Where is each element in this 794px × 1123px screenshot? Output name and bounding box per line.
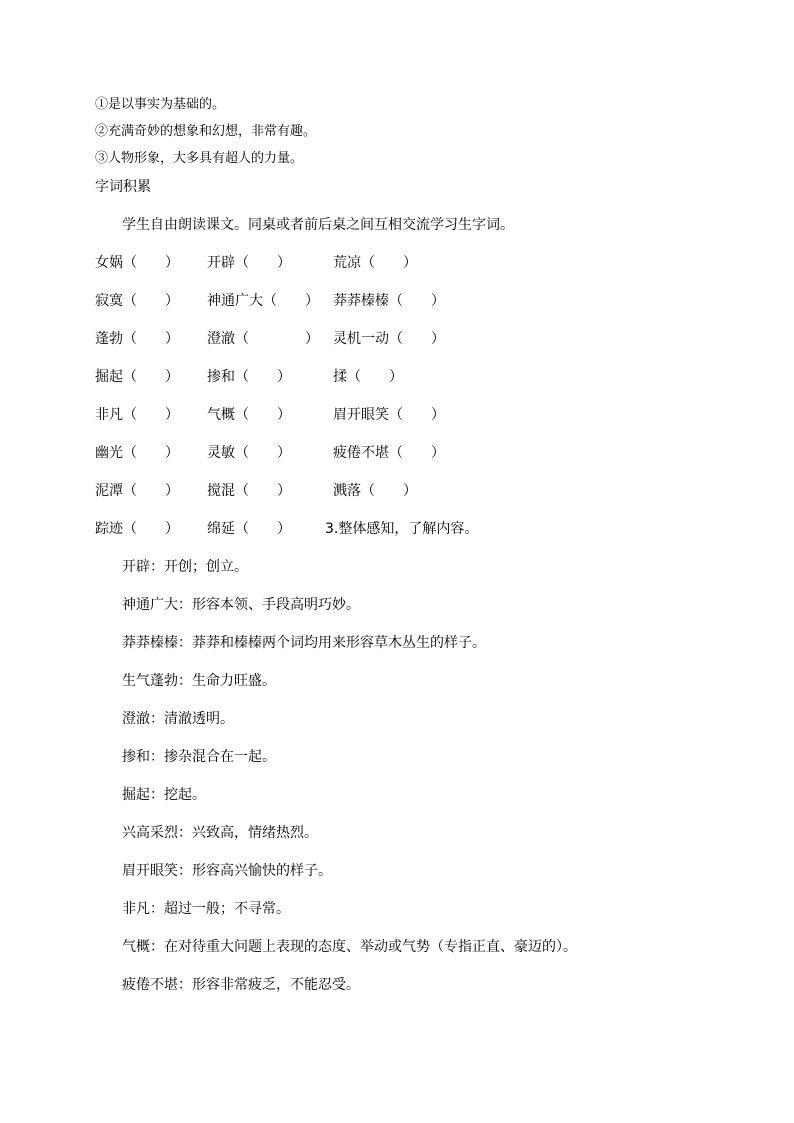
section-heading: 字词积累	[95, 179, 151, 195]
definitions-list	[122, 556, 577, 1012]
definition-item: 澄澈：清澈透明。	[122, 711, 234, 727]
feature-item: ②充满奇妙的想象和幻想，非常有趣。	[95, 124, 317, 139]
vocab-word: 幽光（ ）	[95, 445, 179, 461]
vocab-word: 掘起（ ）	[95, 369, 179, 385]
vocab-word: 女娲（ ）	[95, 255, 179, 271]
vocab-word: 灵机一动（ ）	[333, 331, 445, 347]
vocab-word: 蓬勃（ ）	[95, 331, 179, 347]
vocab-word: 非凡（ ）	[95, 407, 179, 423]
vocab-word: 荒凉（ ）	[333, 255, 417, 271]
definition-item: 疲倦不堪：形容非常疲乏，不能忍受。	[122, 977, 360, 993]
vocab-word: 莽莽榛榛（ ）	[333, 293, 445, 309]
definition-item: 眉开眼笑：形容高兴愉快的样子。	[122, 863, 332, 879]
vocab-word: 揉（ ）	[333, 369, 403, 385]
vocab-word: 灵敏（ ）	[207, 445, 291, 461]
vocab-word: 开辟（ ）	[207, 255, 291, 271]
definition-item: 非凡：超过一般；不寻常。	[122, 901, 290, 917]
feature-item: ①是以事实为基础的。	[95, 97, 226, 112]
vocab-word: 绵延（ ）	[207, 521, 291, 537]
vocab-word: 溅落（ ）	[333, 483, 417, 499]
vocab-word: 气概（ ）	[207, 407, 291, 423]
definition-item: 掘起：挖起。	[122, 787, 206, 803]
vocab-word: 眉开眼笑（ ）	[333, 407, 445, 423]
vocab-word: 踪迹（ ）	[95, 521, 179, 537]
intro-paragraph: 学生自由朗读课文。同桌或者前后桌之间互相交流学习生字词。	[122, 217, 514, 233]
vocab-word: 澄澈（ ）	[207, 331, 319, 347]
definition-item: 气概：在对待重大问题上表现的态度、举动或气势（专指正直、豪迈的）。	[122, 939, 577, 955]
vocab-word: 疲倦不堪（ ）	[333, 445, 445, 461]
vocab-word: 寂寞（ ）	[95, 293, 179, 309]
section-step-heading: 3.整体感知，了解内容。	[325, 521, 479, 537]
feature-item: ③人物形象，大多具有超人的力量。	[95, 151, 304, 166]
vocab-word: 神通广大（ ）	[207, 293, 319, 309]
definition-item: 神通广大：形容本领、手段高明巧妙。	[122, 597, 360, 613]
vocab-word: 掺和（ ）	[207, 369, 291, 385]
vocab-word: 泥潭（ ）	[95, 483, 179, 499]
vocab-word: 搅混（ ）	[207, 483, 291, 499]
definition-item: 莽莽榛榛：莽莽和榛榛两个词均用来形容草木丛生的样子。	[122, 635, 486, 651]
definition-item: 掺和：掺杂混合在一起。	[122, 749, 276, 765]
definition-item: 开辟：开创；创立。	[122, 559, 248, 575]
definition-item: 生气蓬勃：生命力旺盛。	[122, 673, 276, 689]
definition-item: 兴高采烈：兴致高，情绪热烈。	[122, 825, 318, 841]
myth-features-list	[95, 94, 316, 175]
